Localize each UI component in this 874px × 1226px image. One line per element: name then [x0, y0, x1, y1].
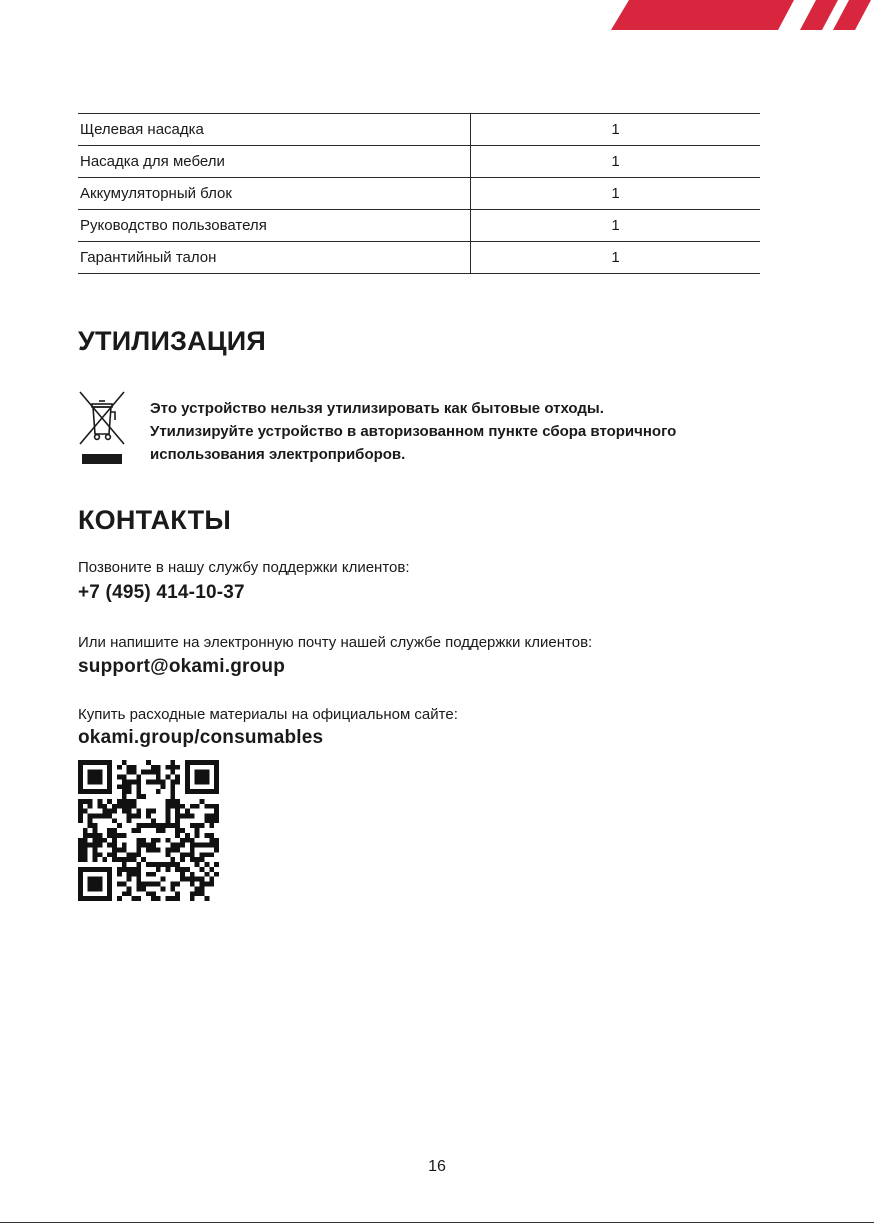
qr-code[interactable]: [78, 760, 219, 901]
parts-table: [78, 113, 760, 274]
shop-url-link[interactable]: okami.group/consumables: [78, 727, 324, 748]
part-name: Насадка для мебели: [78, 146, 471, 178]
table-row: [78, 146, 760, 178]
recycling-heading: УТИЛИЗАЦИЯ: [78, 326, 266, 356]
phone-number[interactable]: +7 (495) 414-10-37: [78, 582, 245, 603]
recycling-line: Утилизируйте устройство в авторизованном пункте сбора вторичного: [150, 423, 677, 440]
part-qty: 1: [471, 178, 761, 210]
support-email[interactable]: support@okami.group: [78, 656, 286, 677]
table-row: [78, 242, 760, 274]
brand-stripes: [494, 0, 874, 32]
bottom-divider: [0, 1222, 874, 1223]
part-qty: 1: [471, 146, 761, 178]
part-qty: 1: [471, 210, 761, 242]
part-name: Руководство пользователя: [78, 210, 471, 242]
recycling-notice: [150, 397, 770, 466]
table-row: [78, 178, 760, 210]
phone-prompt: Позвоните в нашу службу поддержки клиентов:: [78, 559, 410, 576]
part-name: Аккумуляторный блок: [78, 178, 471, 210]
page-number: 16: [428, 1158, 446, 1175]
part-qty: 1: [471, 114, 761, 146]
part-qty: 1: [471, 242, 761, 274]
email-prompt: Или напишите на электронную почту нашей службе поддержки клиентов:: [78, 634, 593, 651]
contacts-heading: КОНТАКТЫ: [78, 505, 231, 535]
recycling-line: использования электроприборов.: [150, 446, 406, 463]
part-name: Щелевая насадка: [78, 114, 471, 146]
part-name: Гарантийный талон: [78, 242, 471, 274]
table-row: [78, 210, 760, 242]
recycling-line: Это устройство нельзя утилизировать как бытовые отходы.: [150, 400, 604, 417]
shop-prompt: Купить расходные материалы на официальном сайте:: [78, 706, 458, 723]
crossed-out-wheelie-bin-icon: [78, 390, 126, 466]
table-row: [78, 114, 760, 146]
